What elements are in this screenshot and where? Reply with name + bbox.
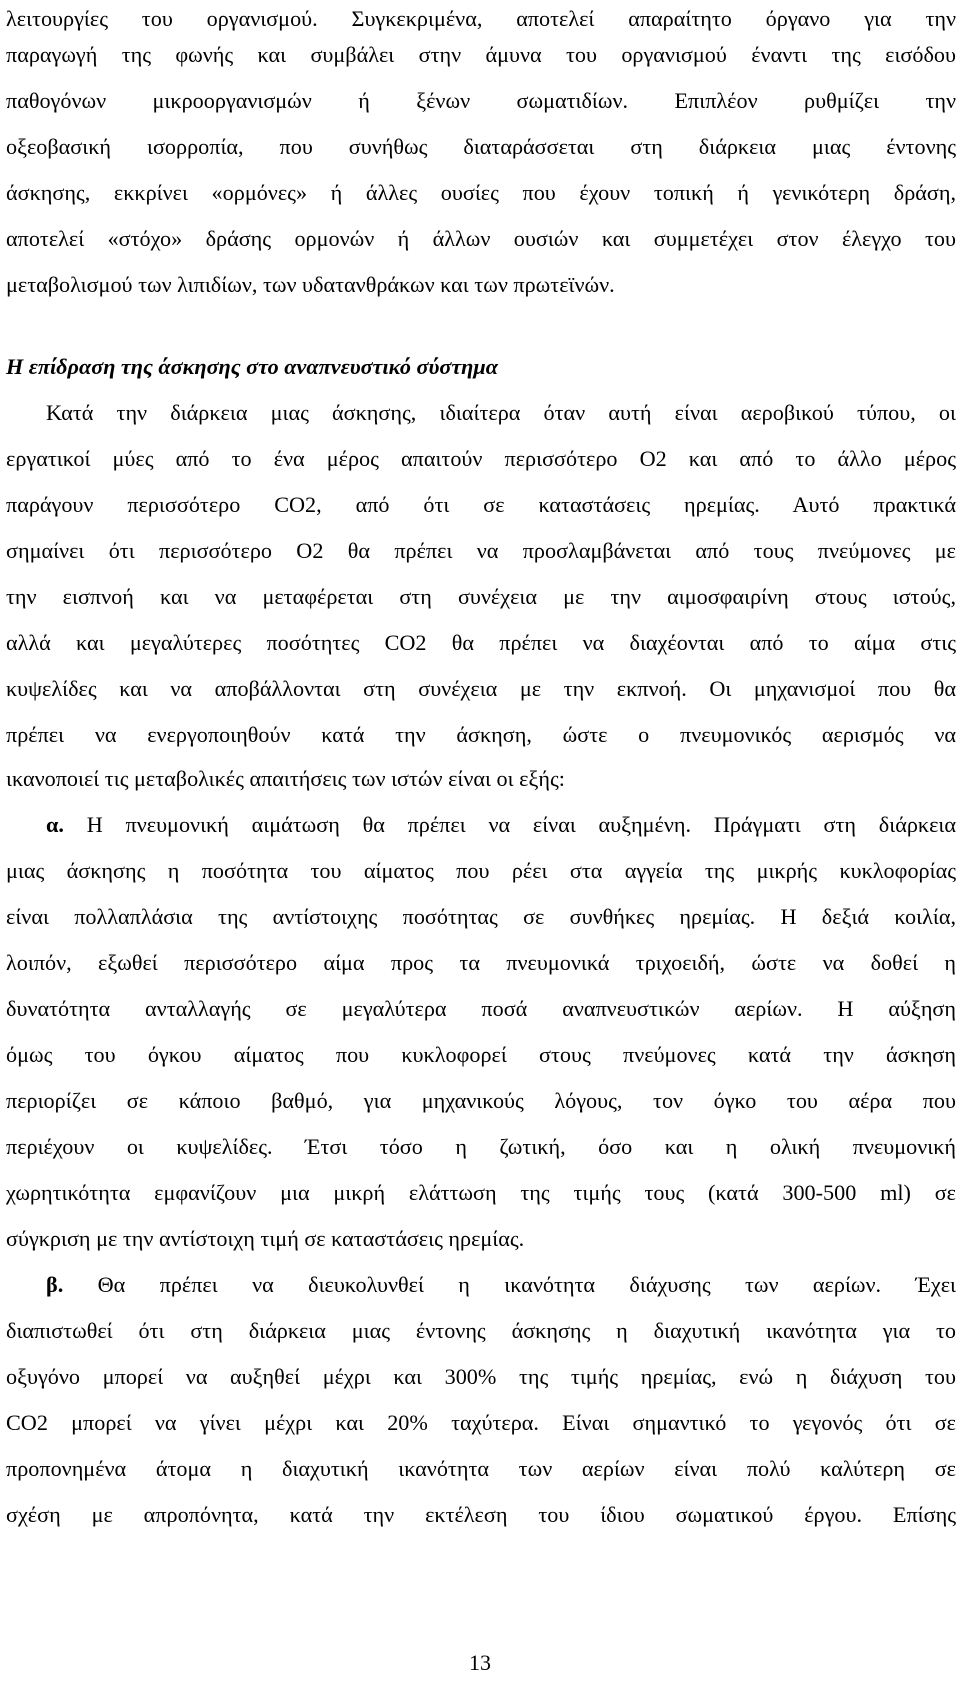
list-marker-a: α. — [46, 812, 64, 837]
paragraph-line: ικανοποιεί τις μεταβολικές απαιτήσεις των ιστών είναι οι εξής: — [6, 766, 565, 791]
paragraph-line: μεταβολισμού των λιπιδίων, των υδατανθράκων και των πρωτεϊνών. — [6, 272, 615, 297]
list-item-a-first-line — [6, 810, 956, 840]
paragraph-line: Κατά την διάρκεια μιας άσκησης, ιδιαίτερα όταν αυτή είναι αεροβικού τύπου, οι — [46, 400, 956, 425]
list-item-b-first-line — [6, 1270, 956, 1300]
paragraph-line: κυψελίδες και να αποβάλλονται στη συνέχεια με την εκπνοή. Οι μηχανισμοί που θα — [6, 676, 956, 701]
paragraph-line: την εισπνοή και να μεταφέρεται στη συνέχεια με την αιμοσφαιρίνη στους ιστούς, — [6, 584, 956, 609]
paragraph-line: δυνατότητα ανταλλαγής σε μεγαλύτερα ποσά αναπνευστικών αερίων. Η αύξηση — [6, 996, 956, 1021]
paragraph-line: είναι πολλαπλάσια της αντίστοιχης ποσότητας σε συνθήκες ηρεμίας. Η δεξιά κοιλία, — [6, 904, 956, 929]
paragraph-line: διαπιστωθεί ότι στη διάρκεια μιας έντονης άσκησης η διαχυτική ικανότητα για το — [6, 1318, 956, 1343]
paragraph-line: λοιπόν, εξωθεί περισσότερο αίμα προς τα πνευμονικά τριχοειδή, ώστε να δοθεί η — [6, 950, 956, 975]
paragraph-line: άσκησης, εκκρίνει «ορμόνες» ή άλλες ουσίες που έχουν τοπική ή γενικότερη δράση, — [6, 180, 956, 205]
paragraph-line: προπονημένα άτομα η διαχυτική ικανότητα των αερίων είναι πολύ καλύτερη σε — [6, 1456, 956, 1481]
list-marker-b: β. — [46, 1272, 64, 1297]
paragraph-line: μιας άσκησης η ποσότητα του αίματος που ρέει στα αγγεία της μικρής κυκλοφορίας — [6, 858, 956, 883]
list-item-b-text: Θα πρέπει να διευκολυνθεί η ικανότητα διάχυσης των αερίων. Έχει — [97, 1272, 956, 1297]
paragraph-line: παραγωγή της φωνής και συμβάλει στην άμυνα του οργανισμού έναντι της εισόδου — [6, 42, 956, 67]
paragraph-line: εργατικοί μύες από το ένα μέρος απαιτούν περισσότερο Ο2 και από το άλλο μέρος — [6, 446, 956, 471]
document-page — [6, 0, 956, 1686]
paragraph-line: αλλά και μεγαλύτερες ποσότητες CO2 θα πρέπει να διαχέονται από το αίμα στις — [6, 630, 956, 655]
paragraph-line: περιέχουν οι κυψελίδες. Έτσι τόσο η ζωτική, όσο και η ολική πνευμονική — [6, 1134, 956, 1159]
paragraph-line: όμως του όγκου αίματος που κυκλοφορεί στους πνεύμονες κατά την άσκηση — [6, 1042, 956, 1067]
paragraph-line: σύγκριση με την αντίστοιχη τιμή σε καταστάσεις ηρεμίας. — [6, 1226, 525, 1251]
page-number: 13 — [469, 1650, 491, 1675]
paragraph-line: περιορίζει σε κάποιο βαθμό, για μηχανικούς λόγους, τον όγκο του αέρα που — [6, 1088, 956, 1113]
paragraph-line: σημαίνει ότι περισσότερο Ο2 θα πρέπει να προσλαμβάνεται από τους πνεύμονες με — [6, 538, 956, 563]
paragraph-line: πρέπει να ενεργοποιηθούν κατά την άσκηση, ώστε ο πνευμονικός αερισμός να — [6, 722, 956, 747]
paragraph-line: οξυγόνο μπορεί να αυξηθεί μέχρι και 300% της τιμής ηρεμίας, ενώ η διάχυση του — [6, 1364, 956, 1389]
list-item-a-text: Η πνευμονική αιμάτωση θα πρέπει να είναι αυξημένη. Πράγματι στη διάρκεια — [86, 812, 956, 837]
paragraph-line: οξεοβασική ισορροπία, που συνήθως διαταράσσεται στη διάρκεια μιας έντονης — [6, 134, 956, 159]
paragraph-line: λειτουργίες του οργανισμού. Συγκεκριμένα, αποτελεί απαραίτητο όργανο για την — [6, 6, 956, 31]
section-heading: Η επίδραση της άσκησης στο αναπνευστικό σύστημα — [6, 354, 498, 379]
paragraph-line: χωρητικότητα εμφανίζουν μια μικρή ελάττωση της τιμής τους (κατά 300-500 ml) σε — [6, 1180, 956, 1205]
paragraph-line: παράγουν περισσότερο CO2, από ότι σε καταστάσεις ηρεμίας. Αυτό πρακτικά — [6, 492, 956, 517]
paragraph-line: αποτελεί «στόχο» δράσης ορμονών ή άλλων ουσιών και συμμετέχει στον έλεγχο του — [6, 226, 956, 251]
paragraph-line: CO2 μπορεί να γίνει μέχρι και 20% ταχύτερα. Είναι σημαντικό το γεγονός ότι σε — [6, 1410, 956, 1435]
paragraph-line: σχέση με απροπόνητα, κατά την εκτέλεση του ίδιου σωματικού έργου. Επίσης — [6, 1502, 956, 1527]
paragraph-line: παθογόνων μικροοργανισμών ή ξένων σωματιδίων. Επιπλέον ρυθμίζει την — [6, 88, 956, 113]
